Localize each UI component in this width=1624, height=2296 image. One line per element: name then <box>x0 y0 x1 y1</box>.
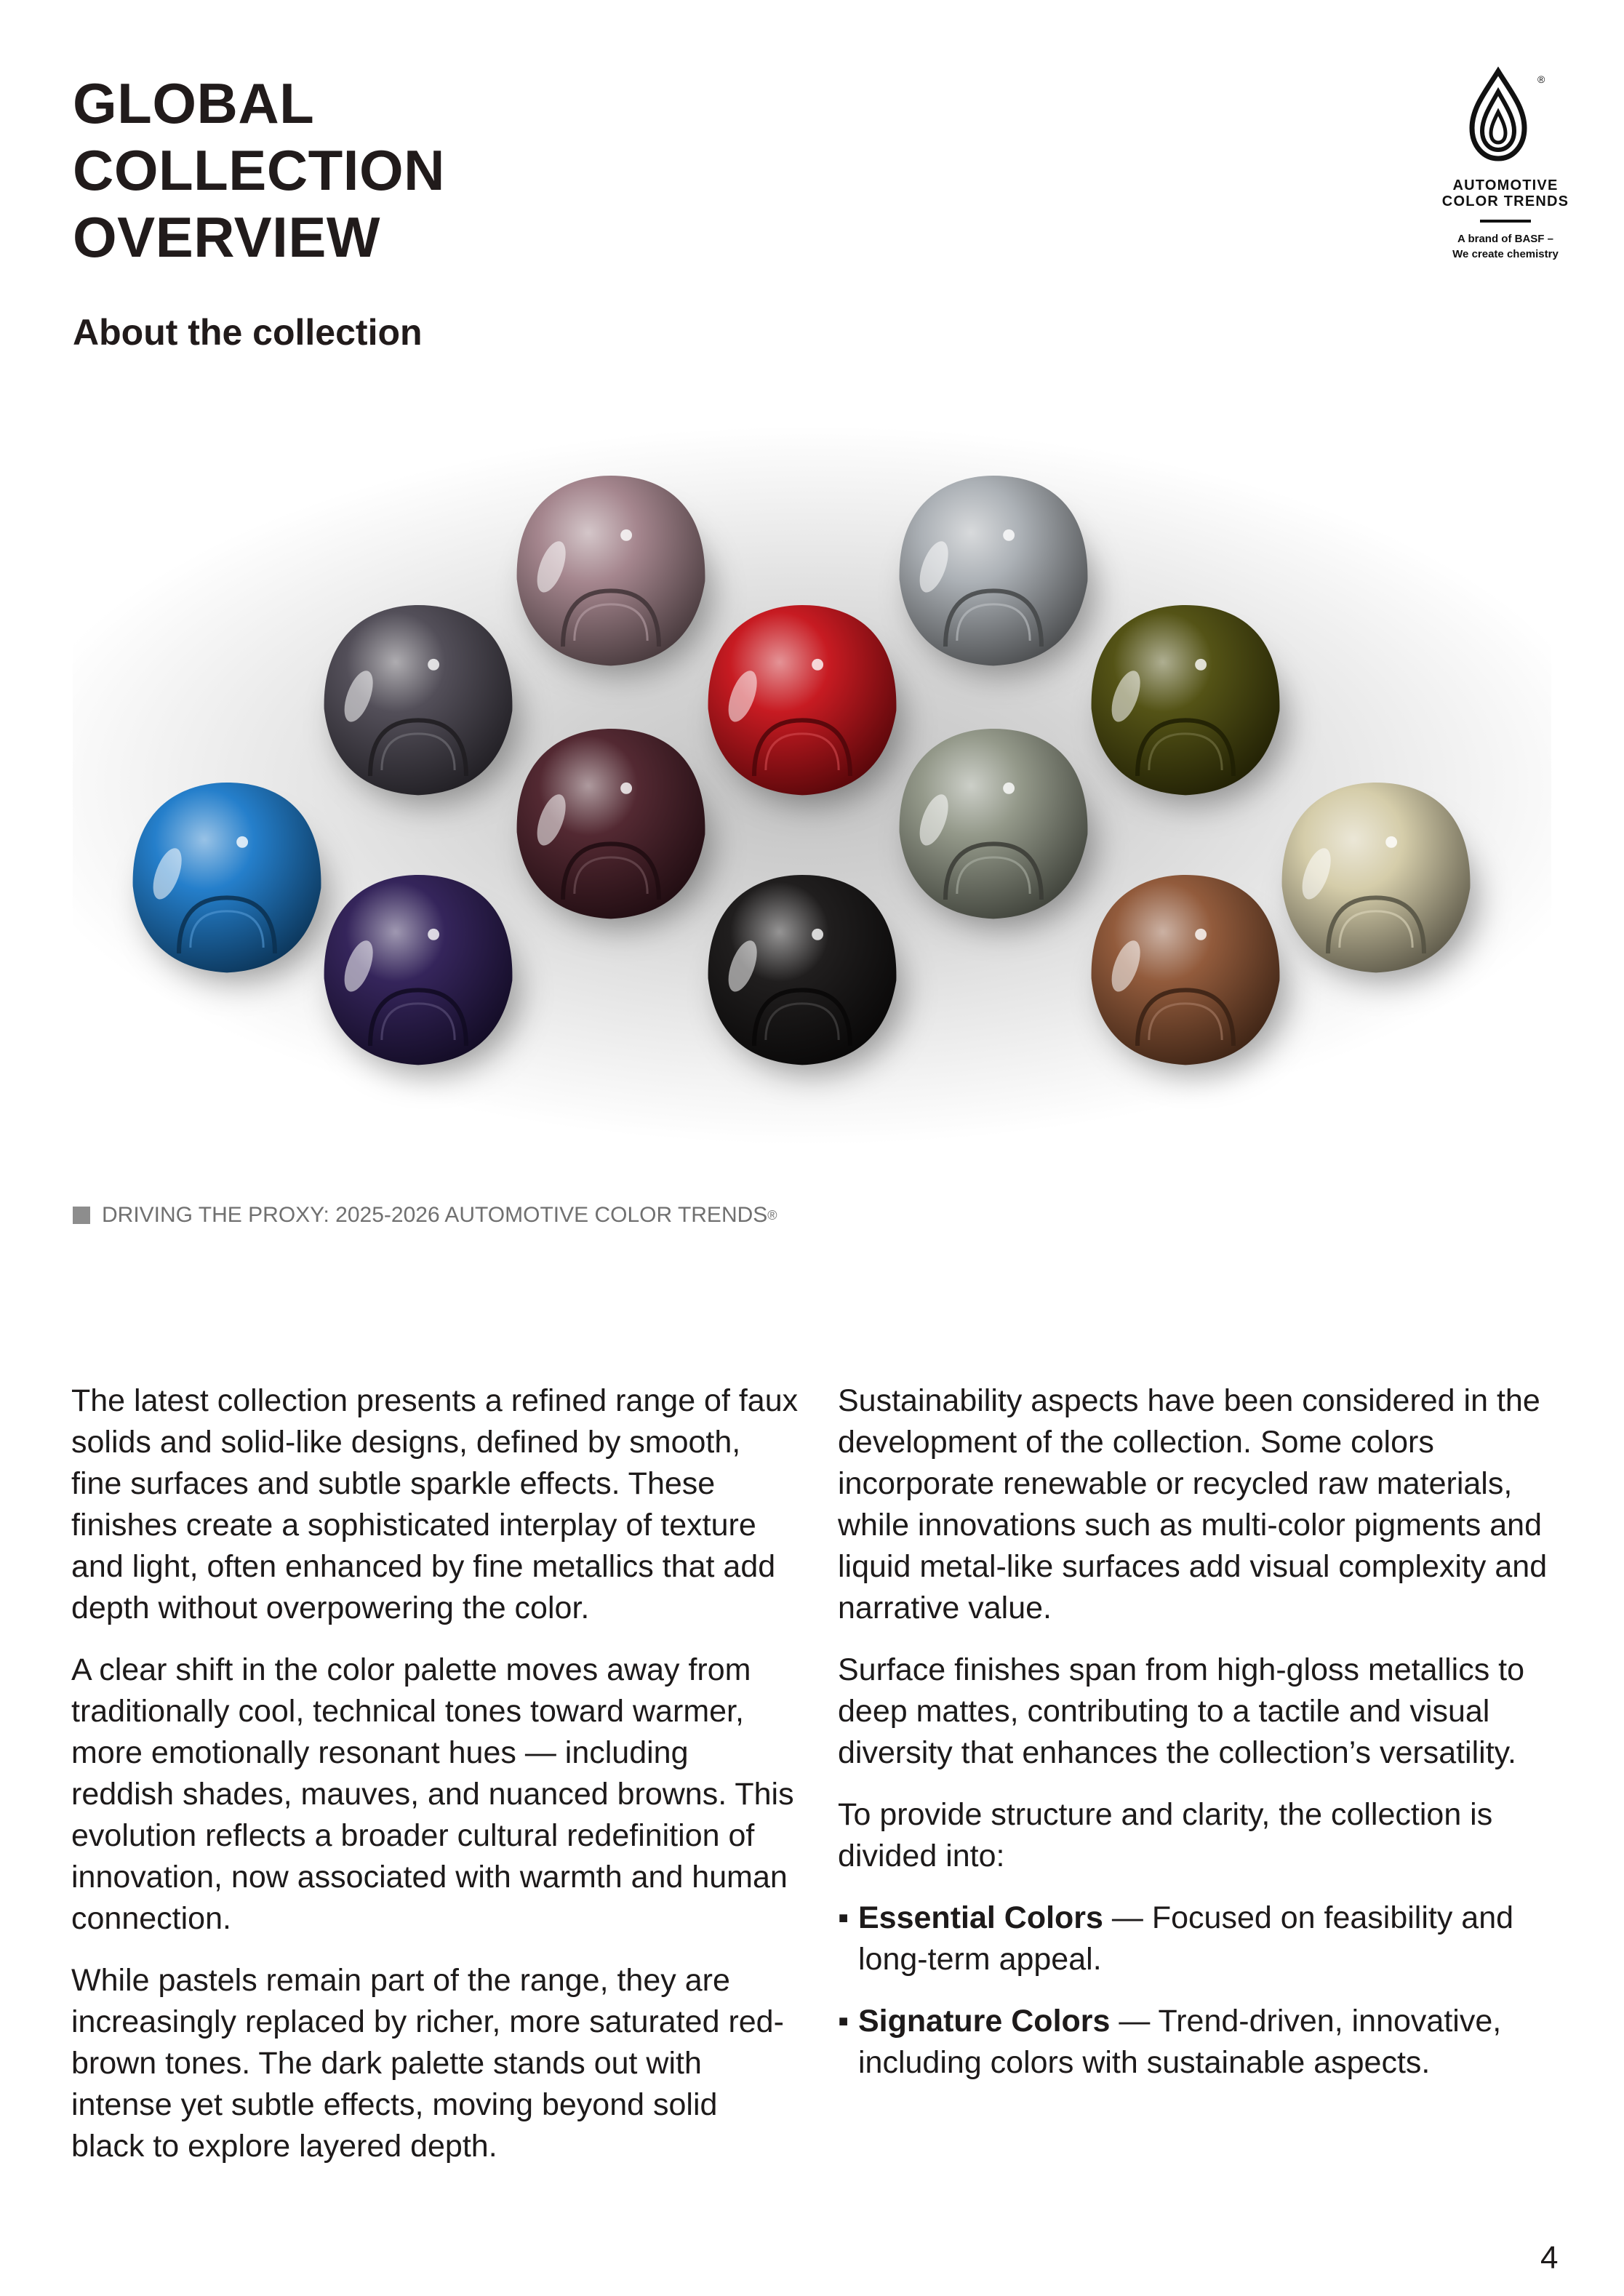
color-swatch-image <box>73 393 1551 1178</box>
swatch-olive <box>1092 605 1287 804</box>
logo-divider <box>1480 220 1531 223</box>
title-line: OVERVIEW <box>73 205 380 269</box>
logo-tagline-line: We create chemistry <box>1452 248 1559 260</box>
swatch-sage-grey <box>900 729 1095 928</box>
swatch-blue <box>133 783 329 982</box>
logo-name-line: AUTOMOTIVE <box>1452 177 1559 193</box>
bullet-item-signature <box>838 2001 1572 2084</box>
bullet-item-essential <box>838 1897 1572 1980</box>
swatch-silver <box>900 476 1095 675</box>
body-paragraph: Surface finishes span from high-gloss metallics to deep mattes, contributing to a tactile and visual diversity that enhances the collection’s versatility. <box>838 1652 1525 1770</box>
swatch-mauve-pink <box>517 476 713 675</box>
color-swatches-graphic <box>73 393 1551 1178</box>
page-number: 4 <box>1540 2240 1559 2276</box>
bullet-desc: — Trend-driven, innovative, including colors with sustainable aspects. <box>858 2004 1502 2080</box>
image-caption <box>73 1203 777 1228</box>
drop-icon <box>1462 65 1549 167</box>
bullet-desc: — Focused on feasibility and long-term appeal. <box>858 1900 1514 1977</box>
bullet-term: Signature Colors <box>858 2004 1111 2039</box>
body-paragraph: To provide structure and clarity, the collection is divided into: <box>838 1797 1493 1873</box>
swatch-specular <box>428 929 439 940</box>
swatch-specular <box>1195 659 1207 671</box>
registered-mark: ® <box>1537 73 1545 85</box>
caption-registered-mark: ® <box>767 1207 777 1223</box>
bullet-term: Essential Colors <box>858 1900 1103 1935</box>
logo-tagline <box>1433 231 1578 262</box>
logo-name <box>1433 177 1578 209</box>
swatch-cream <box>1282 783 1478 982</box>
swatch-black <box>708 875 904 1074</box>
swatch-specular <box>620 529 632 541</box>
right-column <box>838 1380 1572 2104</box>
title-line: GLOBAL <box>73 71 315 135</box>
swatch-dark-violet <box>324 875 520 1074</box>
swatch-red <box>708 605 904 804</box>
bullet-marker: ▪ <box>838 2004 849 2039</box>
page-title <box>73 70 445 271</box>
logo-tagline-line: A brand of BASF – <box>1457 233 1553 245</box>
logo-name-line: COLOR TRENDS <box>1441 193 1569 209</box>
swatch-specular <box>620 783 632 794</box>
swatch-specular <box>1195 929 1207 940</box>
left-column <box>71 1380 799 2188</box>
body-paragraph: The latest collection presents a refined range of faux solids and solid-like designs, defined by smooth, fine surfaces and subtle sparkle effects. These finishes create a sophisticated interplay of texture and light, often enhanced by fine metallics that add depth without overpowering the color. <box>71 1383 799 1625</box>
swatch-specular <box>1003 529 1015 541</box>
section-subtitle: About the collection <box>73 312 423 353</box>
body-paragraph: Sustainability aspects have been considered in the development of the collection. Some colors incorporate renewable or recycled raw materials, while innovations such as multi-color pigments and liquid metal-like surfaces add visual complexity and narrative value. <box>838 1383 1548 1625</box>
swatch-graphite <box>324 605 520 804</box>
swatch-specular <box>812 659 823 671</box>
caption-text: DRIVING THE PROXY: 2025-2026 AUTOMOTIVE COLOR TRENDS <box>102 1203 768 1227</box>
title-line: COLLECTION <box>73 138 445 202</box>
swatch-deep-maroon <box>517 729 713 928</box>
swatch-specular <box>1003 783 1015 794</box>
swatch-specular <box>236 836 248 848</box>
bullet-marker: ▪ <box>838 1900 849 1935</box>
swatch-specular <box>428 659 439 671</box>
body-paragraph: While pastels remain part of the range, they are increasingly replaced by richer, more saturated red-brown tones. The dark palette stands out with intense yet subtle effects, moving beyond solid black to explore layered depth. <box>71 1963 784 2164</box>
brand-logo <box>1433 65 1578 262</box>
caption-square-icon <box>73 1207 90 1224</box>
body-paragraph: A clear shift in the color palette moves away from traditionally cool, technical tones toward warmer, more emotionally resonant hues — including reddish shades, mauves, and nuanced browns. This evolution reflects a broader cultural redefinition of innovation, now associated with warmth and human connection. <box>71 1652 794 1936</box>
swatch-copper-brown <box>1092 875 1287 1074</box>
swatch-specular <box>1385 836 1397 848</box>
swatch-specular <box>812 929 823 940</box>
